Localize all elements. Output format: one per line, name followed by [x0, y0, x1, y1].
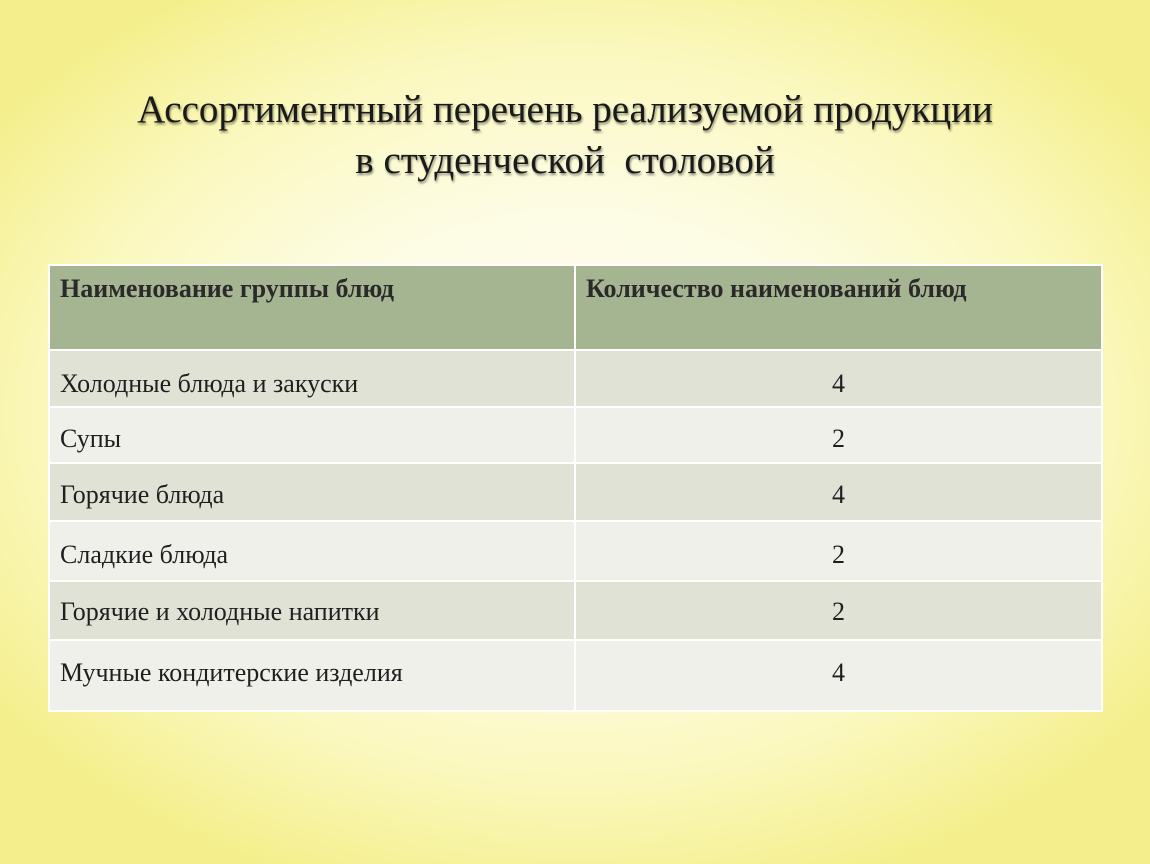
table-row	[49, 350, 1102, 407]
assortment-table	[48, 264, 1103, 712]
table-row	[49, 463, 1102, 521]
cell-dish-group: Горячие блюда	[49, 463, 575, 521]
table-row	[49, 581, 1102, 640]
table-row	[49, 521, 1102, 581]
slide-title	[40, 84, 1090, 186]
cell-dish-count: 2	[575, 581, 1102, 640]
table-row	[49, 640, 1102, 711]
table-row	[49, 407, 1102, 463]
cell-dish-group: Супы	[49, 407, 575, 463]
cell-dish-count: 2	[575, 407, 1102, 463]
slide-title-line1: Ассортиментный перечень реализуемой продукции	[137, 88, 993, 131]
cell-dish-group: Сладкие блюда	[49, 521, 575, 581]
cell-dish-count: 2	[575, 521, 1102, 581]
cell-dish-count: 4	[575, 463, 1102, 521]
table-header-row	[49, 265, 1102, 350]
header-dish-group: Наименование группы блюд	[49, 265, 575, 350]
cell-dish-count: 4	[575, 640, 1102, 711]
cell-dish-group: Горячие и холодные напитки	[49, 581, 575, 640]
cell-dish-count: 4	[575, 350, 1102, 407]
cell-dish-group: Холодные блюда и закуски	[49, 350, 575, 407]
slide-title-line2: в студенческой столовой	[355, 139, 775, 182]
header-dish-count: Количество наименований блюд	[575, 265, 1102, 350]
cell-dish-group: Мучные кондитерские изделия	[49, 640, 575, 711]
